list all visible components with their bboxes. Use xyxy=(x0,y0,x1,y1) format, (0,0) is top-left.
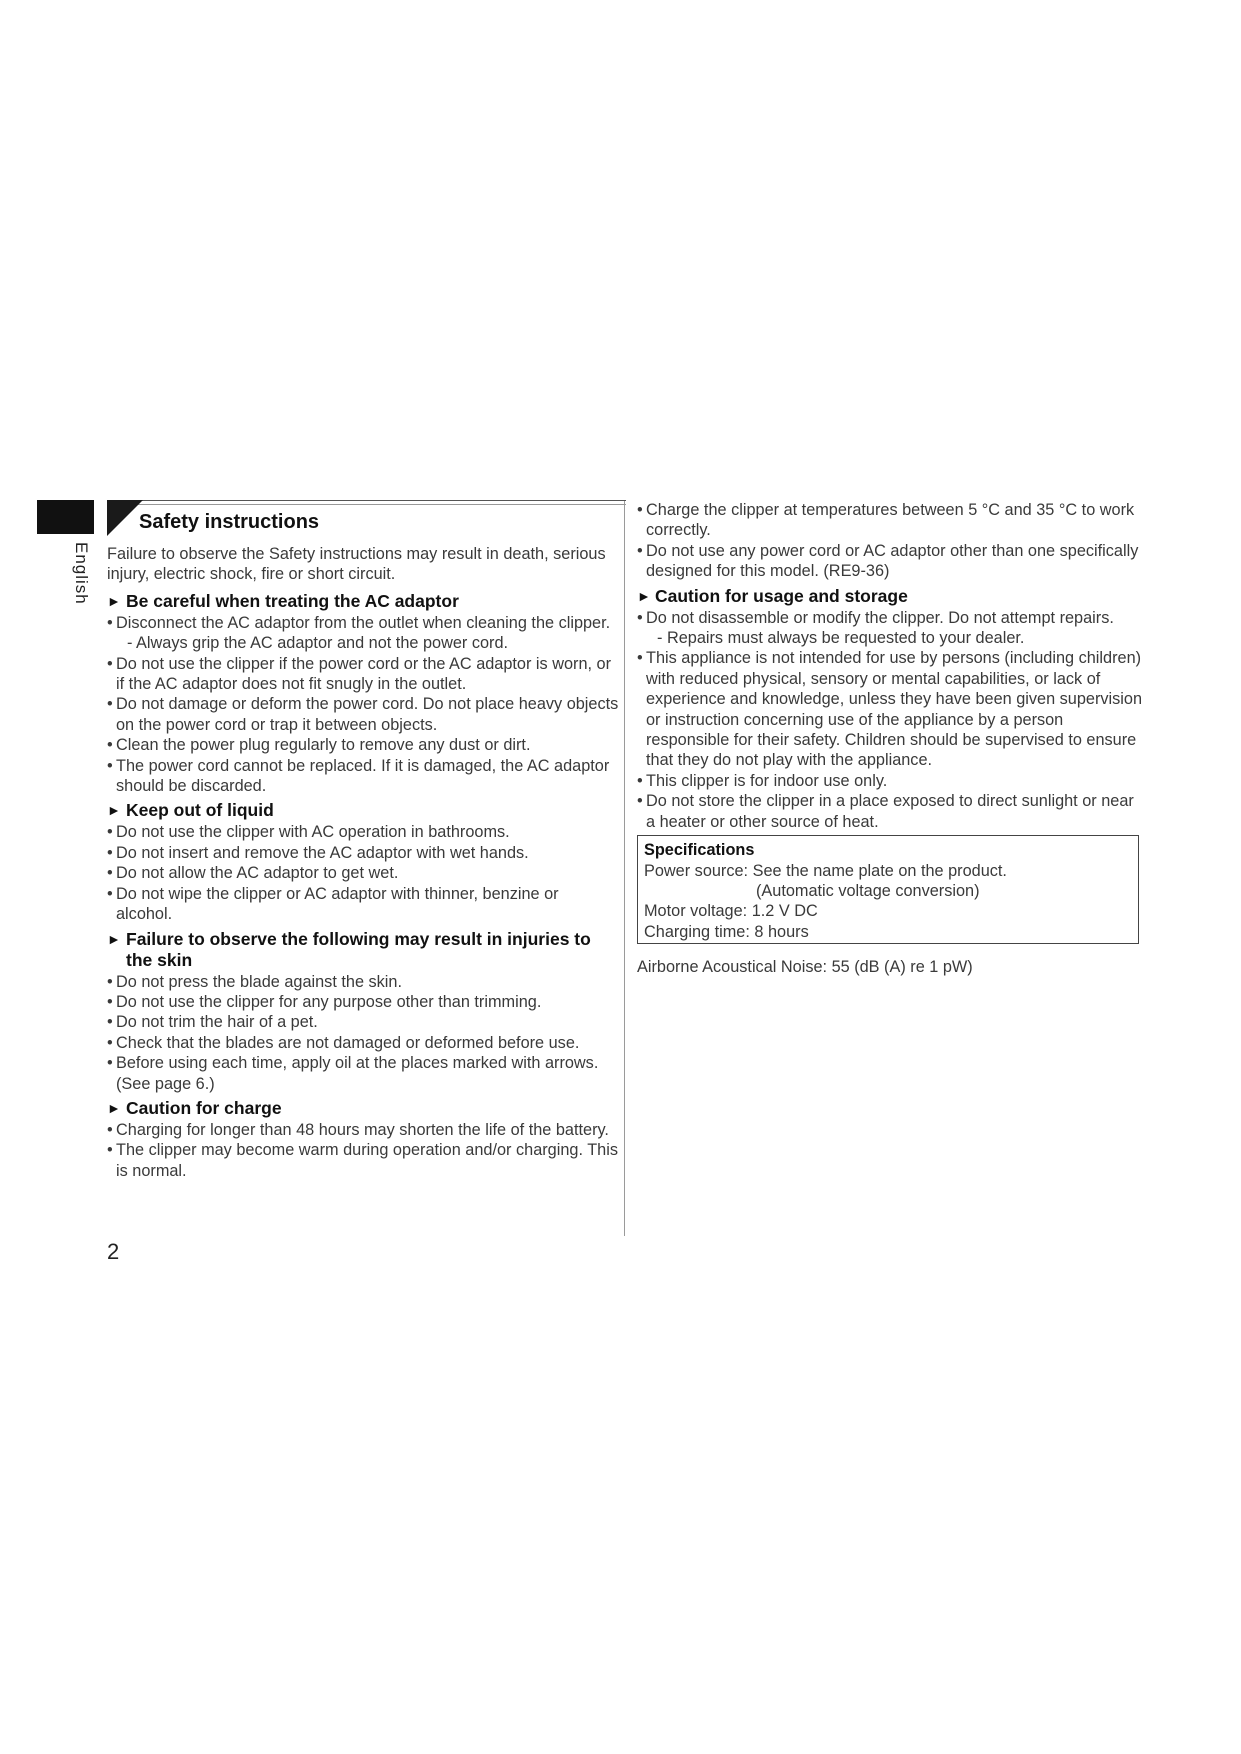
list-item xyxy=(107,756,619,797)
bullet-icon: • xyxy=(107,695,113,714)
bullet-icon: • xyxy=(107,613,113,632)
page-title: Safety instructions xyxy=(139,511,320,533)
spec-power-source: Power source: See the name plate on the product. xyxy=(644,861,1007,880)
item-text: The power cord cannot be replaced. If it is damaged, the AC adaptor should be discarded. xyxy=(116,756,610,796)
bullet-icon: • xyxy=(107,1033,113,1052)
bullet-icon: • xyxy=(107,756,113,775)
list-liquid xyxy=(107,822,619,924)
item-text: Do not wipe the clipper or AC adaptor with thinner, benzine or alcohol. xyxy=(116,884,559,924)
bullet-icon: • xyxy=(107,972,113,991)
arrow-icon: ► xyxy=(637,587,651,604)
item-text: This appliance is not intended for use by persons (including children) with reduced physical, sensory or mental capabilities, or lack of experience and knowledge, unless they have been given supervision or instruction concerning use of the appliance by a person responsible for their safety. Children should be supervised to ensure that they do not play with the appliance. xyxy=(646,649,1143,770)
bullet-icon: • xyxy=(637,792,643,811)
item-text: Disconnect the AC adaptor from the outlet when cleaning the clipper. xyxy=(116,613,611,632)
item-text: Do not press the blade against the skin. xyxy=(116,972,403,991)
list-item xyxy=(107,1053,619,1094)
list-item xyxy=(107,863,619,883)
list-ac-adaptor xyxy=(107,613,619,797)
heading-skin-injuries xyxy=(107,929,619,971)
item-text: Do not allow the AC adaptor to get wet. xyxy=(116,864,399,883)
list-item xyxy=(107,1120,619,1140)
bullet-icon: • xyxy=(107,992,113,1011)
list-item xyxy=(107,1033,619,1053)
arrow-icon: ► xyxy=(107,1099,121,1116)
acoustic-noise-text: Airborne Acoustical Noise: 55 (dB (A) re 1 pW) xyxy=(637,958,973,977)
list-item xyxy=(637,791,1147,832)
bullet-icon: • xyxy=(637,608,643,627)
item-text: The clipper may become warm during operation and/or charging. This is normal. xyxy=(116,1141,618,1180)
list-item xyxy=(107,972,619,992)
list-charge-continued xyxy=(637,500,1147,582)
section-title-bar xyxy=(107,500,619,540)
language-label: English xyxy=(72,542,91,605)
bullet-icon: • xyxy=(107,1120,113,1139)
item-subnote: - Repairs must always be requested to your dealer. xyxy=(657,629,1025,648)
specifications-title: Specifications xyxy=(644,841,755,860)
left-column xyxy=(107,500,619,1181)
heading-ac-adaptor xyxy=(107,591,619,612)
specifications-box xyxy=(637,835,1139,944)
bullet-icon: • xyxy=(107,654,113,673)
list-item xyxy=(637,541,1147,582)
item-text: Do not use the clipper if the power cord or the AC adaptor is worn, or if the AC adaptor does not fit snugly in the outlet. xyxy=(116,654,612,694)
list-item xyxy=(637,608,1147,649)
bullet-icon: • xyxy=(107,1013,113,1032)
item-subnote: - Always grip the AC adaptor and not the power cord. xyxy=(127,634,509,653)
list-charge xyxy=(107,1120,619,1181)
list-item xyxy=(107,884,619,925)
list-item xyxy=(637,500,1147,541)
page-number: 2 xyxy=(107,1239,120,1264)
bullet-icon: • xyxy=(107,843,113,862)
list-item xyxy=(107,992,619,1012)
arrow-icon: ► xyxy=(107,592,121,609)
heading-text: Caution for usage and storage xyxy=(655,585,908,606)
item-text: This clipper is for indoor use only. xyxy=(646,771,888,790)
list-skin xyxy=(107,972,619,1094)
item-text: Charge the clipper at temperatures between 5 °C and 35 °C to work correctly. xyxy=(646,501,1135,540)
item-text: Do not use the clipper for any purpose other than trimming. xyxy=(116,992,542,1011)
spec-power-source-note: (Automatic voltage conversion) xyxy=(756,881,980,900)
list-item xyxy=(107,1140,619,1181)
bullet-icon: • xyxy=(107,884,113,903)
title-corner-triangle xyxy=(107,500,143,536)
heading-caution-charge xyxy=(107,1098,619,1119)
list-item xyxy=(637,648,1147,770)
bullet-icon: • xyxy=(637,771,643,790)
arrow-icon: ► xyxy=(107,930,121,947)
item-text: Check that the blades are not damaged or deformed before use. xyxy=(116,1033,580,1052)
intro-text: Failure to observe the Safety instructions may result in death, serious injury, electric shock, fire or short circuit. xyxy=(107,545,606,584)
item-text: Do not use any power cord or AC adaptor other than one specifically designed for this model. (RE9-36) xyxy=(646,541,1139,581)
heading-text: Caution for charge xyxy=(126,1097,282,1118)
item-text: Do not insert and remove the AC adaptor with wet hands. xyxy=(116,843,529,862)
heading-usage-storage xyxy=(637,586,1147,607)
item-text: Do not use the clipper with AC operation in bathrooms. xyxy=(116,823,510,842)
list-item xyxy=(107,735,619,755)
list-item xyxy=(107,822,619,842)
heading-text: Keep out of liquid xyxy=(126,800,274,821)
heading-text: Be careful when treating the AC adaptor xyxy=(126,590,459,611)
heading-text: Failure to observe the following may result in injuries to the skin xyxy=(126,928,591,970)
arrow-icon: ► xyxy=(107,802,121,819)
list-item xyxy=(637,771,1147,791)
item-text: Do not damage or deform the power cord. Do not place heavy objects on the power cord or trap it between objects. xyxy=(116,695,619,734)
spec-charging-time: Charging time: 8 hours xyxy=(644,922,809,941)
heading-keep-out-of-liquid xyxy=(107,800,619,821)
spec-motor-voltage: Motor voltage: 1.2 V DC xyxy=(644,902,818,921)
list-item xyxy=(107,613,619,654)
item-text: Clean the power plug regularly to remove any dust or dirt. xyxy=(116,736,531,755)
list-usage-storage xyxy=(637,608,1147,832)
bullet-icon: • xyxy=(107,1141,113,1160)
bullet-icon: • xyxy=(637,649,643,668)
bullet-icon: • xyxy=(637,501,643,519)
bullet-icon: • xyxy=(107,864,113,883)
list-item xyxy=(107,1012,619,1032)
list-item xyxy=(107,694,619,735)
title-rule xyxy=(107,500,626,505)
right-column xyxy=(637,500,1147,978)
language-tab-marker xyxy=(37,500,94,534)
list-item xyxy=(107,654,619,695)
item-text: Before using each time, apply oil at the places marked with arrows. (See page 6.) xyxy=(116,1054,599,1093)
bullet-icon: • xyxy=(107,823,113,842)
bullet-icon: • xyxy=(107,1054,113,1073)
bullet-icon: • xyxy=(107,736,113,755)
bullet-icon: • xyxy=(637,541,643,560)
item-text: Charging for longer than 48 hours may shorten the life of the battery. xyxy=(116,1120,609,1139)
item-text: Do not store the clipper in a place exposed to direct sunlight or near a heater or other source of heat. xyxy=(646,792,1134,831)
column-divider xyxy=(624,500,625,1236)
item-text: Do not trim the hair of a pet. xyxy=(116,1013,318,1032)
list-item xyxy=(107,843,619,863)
item-text: Do not disassemble or modify the clipper. Do not attempt repairs. xyxy=(646,608,1114,627)
